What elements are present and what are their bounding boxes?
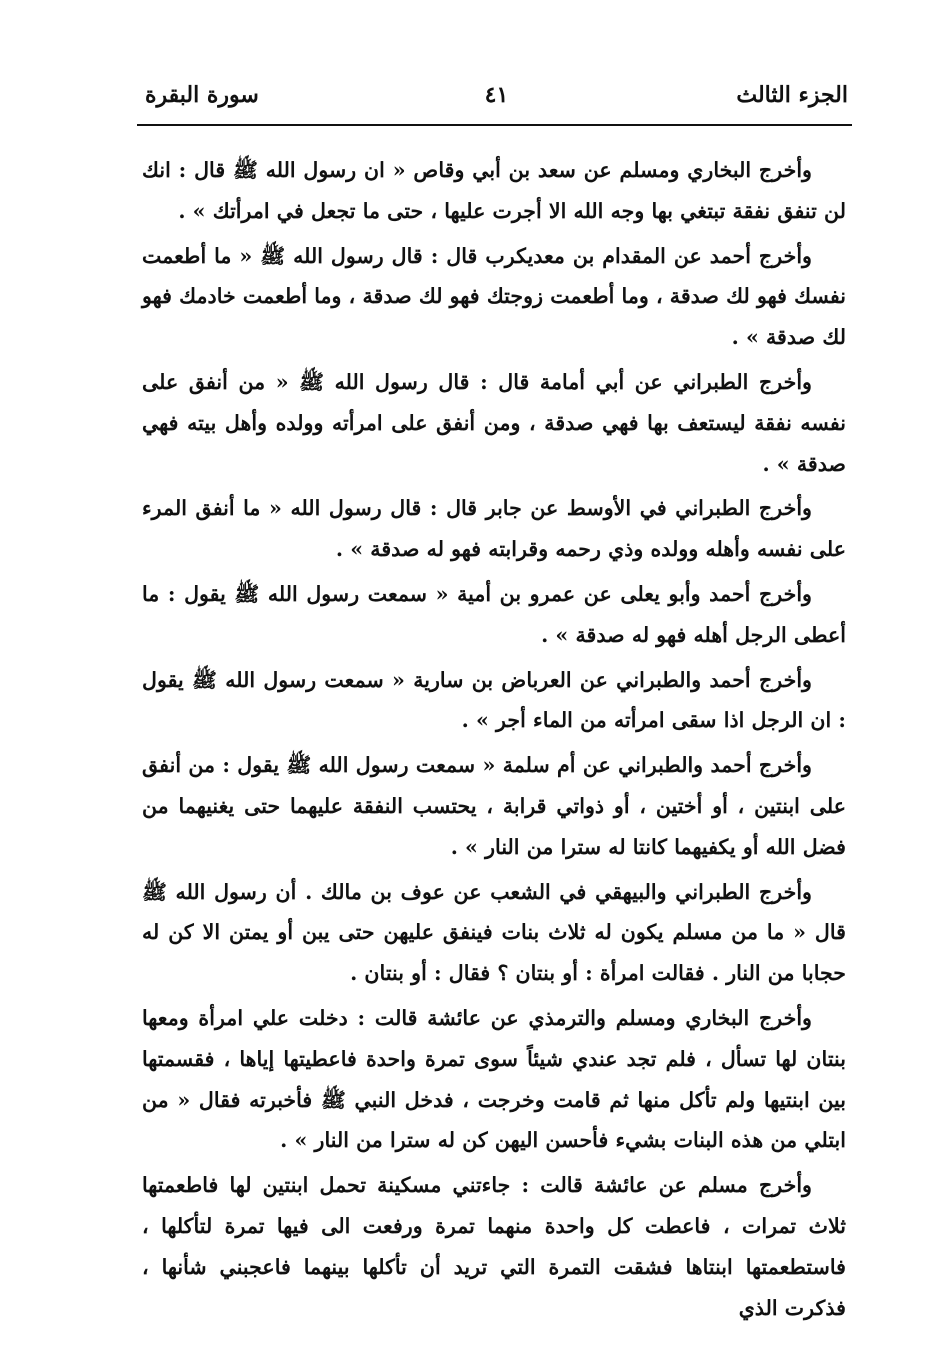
part-title: الجزء الثالث bbox=[736, 82, 848, 108]
paragraph: وأخرج الطبراني في الأوسط عن جابر قال : قال رسول الله « ما أنفق المرء على نفسه وأهله وولده وذي رحمه وقرابته فهو له صدقة » . bbox=[142, 496, 846, 562]
running-header bbox=[145, 82, 848, 118]
paragraph: وأخرج أحمد والطبراني عن أم سلمة « سمعت رسول الله ﷺ يقول : من أنفق على ابنتين ، أو أختين ، أو ذواتي قرابة ، يحتسب النفقة عليهما حتى يغنيهما من فضل الله أو يكفيهما كانتا له سترا من النار » . bbox=[142, 753, 846, 859]
paragraph: وأخرج أحمد وأبو يعلى عن عمرو بن أمية « سمعت رسول الله ﷺ يقول : ما أعطى الرجل أهله فهو له صدقة » . bbox=[142, 581, 846, 647]
page-number: ٤١ bbox=[484, 82, 509, 108]
surah-title: سورة البقرة bbox=[145, 82, 259, 108]
paragraph: وأخرج الطبراني والبيهقي في الشعب عن عوف بن مالك . أن رسول الله ﷺ قال « ما من مسلم يكون له ثلاث بنات فينفق عليهن حتى يبن أو يمتن الا كن له حجابا من النار . فقالت امرأة : أو بنتان ؟ فقال : أو بنتان . bbox=[142, 879, 846, 986]
page-body bbox=[142, 150, 846, 1332]
paragraph: وأخرج مسلم عن عائشة قالت : جاءتني مسكينة تحمل ابنتين لها فاطعمتها ثلاث تمرات ، فاعطت كل واحدة منهما تمرة ورفعت الى فيها تمرة لتأكلها ، فاستطعمتها ابنتاها فشقت التمرة التي تريد أن تأكلها بينهما فاعجبني شأنها ، فذكرت الذي bbox=[142, 1173, 846, 1320]
paragraph: وأخرج البخاري ومسلم والترمذي عن عائشة قالت : دخلت علي امرأة ومعها بنتان لها تسأل ، فلم تجد عندي شيئاً سوى تمرة واحدة فاعطيتها إياها ، فقسمتها بين ابنتيها ولم تأكل منها ثم قامت وخرجت ، فدخل النبي ﷺ فأخبرته فقال « من ابتلي من هذه البنات بشيء فأحسن اليهن كن له سترا من النار » . bbox=[142, 1005, 846, 1153]
paragraph: وأخرج أحمد عن المقدام بن معديكرب قال : قال رسول الله ﷺ « ما أطعمت نفسك فهو لك صدقة ، وما أطعمت زوجتك فهو لك صدقة ، وما أطعمت خادمك فهو لك صدقة » . bbox=[142, 243, 846, 350]
paragraph: وأخرج الطبراني عن أبي أمامة قال : قال رسول الله ﷺ « من أنفق على نفسه نفقة ليستعف بها فهي صدقة ، ومن أنفق على امرأته وولده وأهل بيته فهي صدقة » . bbox=[142, 369, 846, 476]
paragraph: وأخرج البخاري ومسلم عن سعد بن أبي وقاص « ان رسول الله ﷺ قال : انك لن تنفق نفقة تبتغي بها وجه الله الا أجرت عليها ، حتى ما تجعل في امرأتك » . bbox=[142, 158, 846, 223]
header-divider bbox=[137, 124, 852, 126]
paragraph: وأخرج أحمد والطبراني عن العرباض بن سارية « سمعت رسول الله ﷺ يقول : ان الرجل اذا سقى امرأته من الماء أجر » . bbox=[142, 667, 846, 733]
